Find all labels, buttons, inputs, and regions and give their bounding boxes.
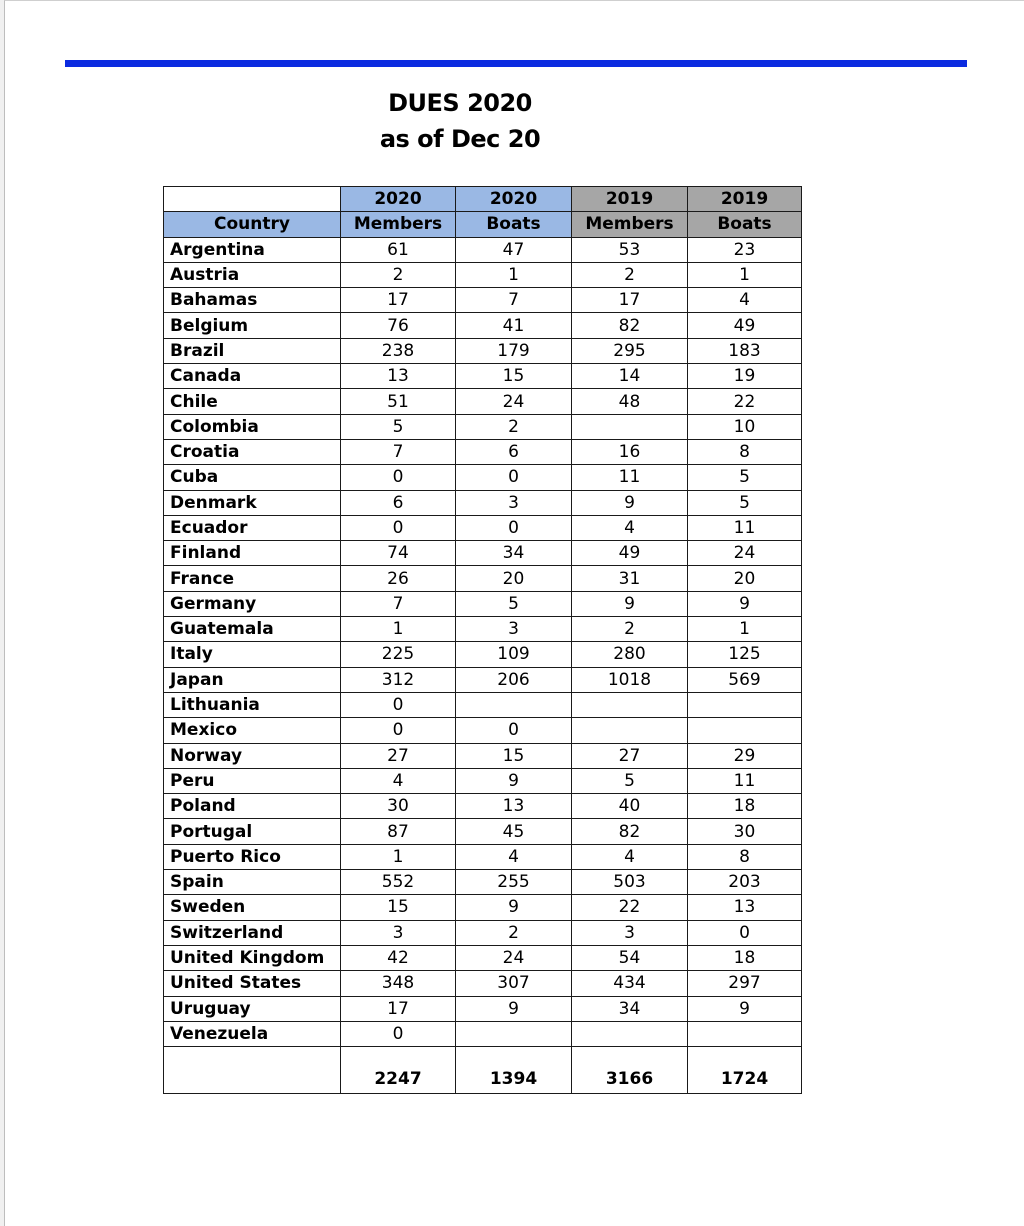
country-cell: Argentina (164, 237, 341, 262)
members-2019-cell: 82 (572, 819, 688, 844)
country-cell: Sweden (164, 895, 341, 920)
boats-2020-cell: 0 (456, 718, 572, 743)
table-row (164, 465, 802, 490)
boats-2019-cell: 11 (688, 768, 802, 793)
table-row (164, 844, 802, 869)
members-2020-cell: 17 (341, 996, 456, 1021)
boats-2020-cell: 20 (456, 566, 572, 591)
members-2020-cell: 2 (341, 262, 456, 287)
members-2019-cell: 48 (572, 389, 688, 414)
table-row (164, 945, 802, 970)
country-cell: Denmark (164, 490, 341, 515)
boats-2019-cell: 9 (688, 996, 802, 1021)
boats-2019-cell: 13 (688, 895, 802, 920)
members-2019-cell: 2 (572, 262, 688, 287)
boats-2020-cell: 0 (456, 515, 572, 540)
members-2019-cell: 17 (572, 288, 688, 313)
boats-2020-cell: 47 (456, 237, 572, 262)
boats-2019-cell: 30 (688, 819, 802, 844)
table-row (164, 819, 802, 844)
country-cell: Puerto Rico (164, 844, 341, 869)
boats-2019-cell: 569 (688, 667, 802, 692)
boats-2019-cell: 1 (688, 262, 802, 287)
header-country: Country (164, 212, 341, 237)
boats-2020-cell: 109 (456, 642, 572, 667)
boats-2020-cell: 3 (456, 617, 572, 642)
dues-table (163, 186, 802, 1094)
boats-2019-cell: 10 (688, 414, 802, 439)
boats-2020-cell: 15 (456, 364, 572, 389)
boats-2019-cell: 0 (688, 920, 802, 945)
boats-2019-cell: 125 (688, 642, 802, 667)
members-2019-cell: 82 (572, 313, 688, 338)
boats-2019-cell: 29 (688, 743, 802, 768)
table-row (164, 566, 802, 591)
members-2020-cell: 7 (341, 591, 456, 616)
members-2020-cell: 552 (341, 870, 456, 895)
members-2020-cell: 0 (341, 692, 456, 717)
members-2019-cell: 4 (572, 515, 688, 540)
table-row (164, 313, 802, 338)
header-year-2019-boats: 2019 (688, 187, 802, 212)
boats-2019-cell (688, 1021, 802, 1046)
table-row (164, 1021, 802, 1046)
country-cell: Croatia (164, 439, 341, 464)
boats-2019-cell: 19 (688, 364, 802, 389)
members-2020-cell: 17 (341, 288, 456, 313)
members-2020-cell: 26 (341, 566, 456, 591)
boats-2019-cell: 22 (688, 389, 802, 414)
table-row (164, 237, 802, 262)
members-2019-cell: 31 (572, 566, 688, 591)
boats-2019-cell: 297 (688, 971, 802, 996)
members-2020-cell: 27 (341, 743, 456, 768)
country-cell: Guatemala (164, 617, 341, 642)
boats-2020-cell: 45 (456, 819, 572, 844)
members-2020-cell: 76 (341, 313, 456, 338)
boats-2020-cell: 1 (456, 262, 572, 287)
boats-2020-cell: 179 (456, 338, 572, 363)
members-2020-cell: 7 (341, 439, 456, 464)
table-row (164, 338, 802, 363)
members-2020-cell: 0 (341, 465, 456, 490)
total-boats-2019: 1724 (688, 1047, 802, 1094)
members-2019-cell: 54 (572, 945, 688, 970)
boats-2020-cell: 255 (456, 870, 572, 895)
boats-2019-cell: 24 (688, 541, 802, 566)
boats-2020-cell: 4 (456, 844, 572, 869)
members-2020-cell: 51 (341, 389, 456, 414)
table-row (164, 667, 802, 692)
table-row (164, 971, 802, 996)
boats-2019-cell (688, 718, 802, 743)
country-cell: Uruguay (164, 996, 341, 1021)
boats-2019-cell: 4 (688, 288, 802, 313)
members-2019-cell: 3 (572, 920, 688, 945)
members-2019-cell: 9 (572, 490, 688, 515)
members-2020-cell: 0 (341, 718, 456, 743)
label-header-row (164, 212, 802, 237)
members-2020-cell: 61 (341, 237, 456, 262)
members-2019-cell: 2 (572, 617, 688, 642)
members-2020-cell: 4 (341, 768, 456, 793)
boats-2019-cell: 8 (688, 844, 802, 869)
boats-2020-cell: 9 (456, 895, 572, 920)
boats-2019-cell: 18 (688, 945, 802, 970)
members-2019-cell (572, 1021, 688, 1046)
country-cell: Finland (164, 541, 341, 566)
members-2020-cell: 1 (341, 617, 456, 642)
boats-2020-cell: 7 (456, 288, 572, 313)
boats-2020-cell: 24 (456, 389, 572, 414)
table-row (164, 490, 802, 515)
members-2020-cell: 225 (341, 642, 456, 667)
members-2019-cell: 503 (572, 870, 688, 895)
total-boats-2020: 1394 (456, 1047, 572, 1094)
header-boats-2019: Boats (688, 212, 802, 237)
country-cell: Poland (164, 794, 341, 819)
country-cell: Austria (164, 262, 341, 287)
dues-table-body (164, 187, 802, 1094)
total-members-2019: 3166 (572, 1047, 688, 1094)
table-row (164, 743, 802, 768)
members-2019-cell: 1018 (572, 667, 688, 692)
country-cell: Japan (164, 667, 341, 692)
boats-2019-cell: 23 (688, 237, 802, 262)
header-members-2019: Members (572, 212, 688, 237)
document-page (4, 0, 1024, 1226)
boats-2019-cell: 9 (688, 591, 802, 616)
members-2019-cell: 53 (572, 237, 688, 262)
country-cell: Mexico (164, 718, 341, 743)
year-header-row (164, 187, 802, 212)
members-2019-cell: 49 (572, 541, 688, 566)
boats-2020-cell: 206 (456, 667, 572, 692)
members-2019-cell: 11 (572, 465, 688, 490)
members-2020-cell: 0 (341, 1021, 456, 1046)
boats-2020-cell: 6 (456, 439, 572, 464)
members-2020-cell: 6 (341, 490, 456, 515)
boats-2020-cell: 13 (456, 794, 572, 819)
boats-2019-cell: 8 (688, 439, 802, 464)
header-rule (65, 60, 967, 67)
table-row (164, 414, 802, 439)
header-boats-2020: Boats (456, 212, 572, 237)
country-cell: Brazil (164, 338, 341, 363)
members-2020-cell: 238 (341, 338, 456, 363)
boats-2019-cell: 183 (688, 338, 802, 363)
country-cell: United States (164, 971, 341, 996)
members-2020-cell: 42 (341, 945, 456, 970)
members-2019-cell: 280 (572, 642, 688, 667)
boats-2020-cell: 9 (456, 768, 572, 793)
totals-row (164, 1047, 802, 1094)
members-2019-cell: 4 (572, 844, 688, 869)
document-title: DUES 2020 (388, 89, 532, 117)
boats-2020-cell (456, 692, 572, 717)
boats-2019-cell: 20 (688, 566, 802, 591)
members-2019-cell: 434 (572, 971, 688, 996)
table-row (164, 617, 802, 642)
boats-2019-cell: 18 (688, 794, 802, 819)
table-row (164, 920, 802, 945)
country-cell: Portugal (164, 819, 341, 844)
table-row (164, 389, 802, 414)
members-2020-cell: 0 (341, 515, 456, 540)
table-row (164, 642, 802, 667)
document-subtitle: as of Dec 20 (379, 125, 541, 153)
boats-2020-cell: 9 (456, 996, 572, 1021)
boats-2019-cell: 11 (688, 515, 802, 540)
header-year-2019-members: 2019 (572, 187, 688, 212)
country-cell: Norway (164, 743, 341, 768)
members-2019-cell: 27 (572, 743, 688, 768)
members-2019-cell: 22 (572, 895, 688, 920)
country-cell: Canada (164, 364, 341, 389)
members-2019-cell (572, 718, 688, 743)
boats-2020-cell (456, 1021, 572, 1046)
table-row (164, 515, 802, 540)
boats-2020-cell: 2 (456, 414, 572, 439)
boats-2020-cell: 15 (456, 743, 572, 768)
header-year-2020-members: 2020 (341, 187, 456, 212)
members-2020-cell: 87 (341, 819, 456, 844)
members-2020-cell: 30 (341, 794, 456, 819)
country-cell: Ecuador (164, 515, 341, 540)
members-2019-cell: 9 (572, 591, 688, 616)
table-row (164, 692, 802, 717)
boats-2020-cell: 307 (456, 971, 572, 996)
members-2020-cell: 15 (341, 895, 456, 920)
country-cell: Venezuela (164, 1021, 341, 1046)
table-row (164, 794, 802, 819)
boats-2019-cell: 5 (688, 490, 802, 515)
members-2020-cell: 74 (341, 541, 456, 566)
country-cell: Colombia (164, 414, 341, 439)
country-cell: Spain (164, 870, 341, 895)
table-row (164, 895, 802, 920)
boats-2020-cell: 41 (456, 313, 572, 338)
table-row (164, 288, 802, 313)
country-cell: Germany (164, 591, 341, 616)
members-2019-cell: 16 (572, 439, 688, 464)
country-cell: Italy (164, 642, 341, 667)
members-2019-cell: 34 (572, 996, 688, 1021)
members-2020-cell: 3 (341, 920, 456, 945)
country-cell: Bahamas (164, 288, 341, 313)
table-row (164, 364, 802, 389)
header-year-2020-boats: 2020 (456, 187, 572, 212)
country-cell: Peru (164, 768, 341, 793)
members-2020-cell: 348 (341, 971, 456, 996)
members-2020-cell: 5 (341, 414, 456, 439)
boats-2020-cell: 34 (456, 541, 572, 566)
country-cell: France (164, 566, 341, 591)
header-members-2020: Members (341, 212, 456, 237)
members-2019-cell: 5 (572, 768, 688, 793)
members-2020-cell: 13 (341, 364, 456, 389)
members-2019-cell: 295 (572, 338, 688, 363)
country-cell: United Kingdom (164, 945, 341, 970)
boats-2019-cell (688, 692, 802, 717)
boats-2020-cell: 0 (456, 465, 572, 490)
header-blank-cell (164, 187, 341, 212)
members-2020-cell: 1 (341, 844, 456, 869)
members-2019-cell (572, 692, 688, 717)
table-row (164, 591, 802, 616)
table-row (164, 996, 802, 1021)
country-cell: Belgium (164, 313, 341, 338)
members-2019-cell: 40 (572, 794, 688, 819)
table-row (164, 541, 802, 566)
boats-2020-cell: 3 (456, 490, 572, 515)
table-row (164, 768, 802, 793)
members-2020-cell: 312 (341, 667, 456, 692)
country-cell: Switzerland (164, 920, 341, 945)
boats-2019-cell: 49 (688, 313, 802, 338)
total-members-2020: 2247 (341, 1047, 456, 1094)
members-2019-cell (572, 414, 688, 439)
table-row (164, 262, 802, 287)
boats-2019-cell: 203 (688, 870, 802, 895)
country-cell: Cuba (164, 465, 341, 490)
totals-label-cell (164, 1047, 341, 1094)
table-row (164, 439, 802, 464)
table-row (164, 718, 802, 743)
boats-2020-cell: 2 (456, 920, 572, 945)
table-row (164, 870, 802, 895)
country-cell: Lithuania (164, 692, 341, 717)
members-2019-cell: 14 (572, 364, 688, 389)
boats-2020-cell: 5 (456, 591, 572, 616)
boats-2020-cell: 24 (456, 945, 572, 970)
country-cell: Chile (164, 389, 341, 414)
boats-2019-cell: 1 (688, 617, 802, 642)
boats-2019-cell: 5 (688, 465, 802, 490)
